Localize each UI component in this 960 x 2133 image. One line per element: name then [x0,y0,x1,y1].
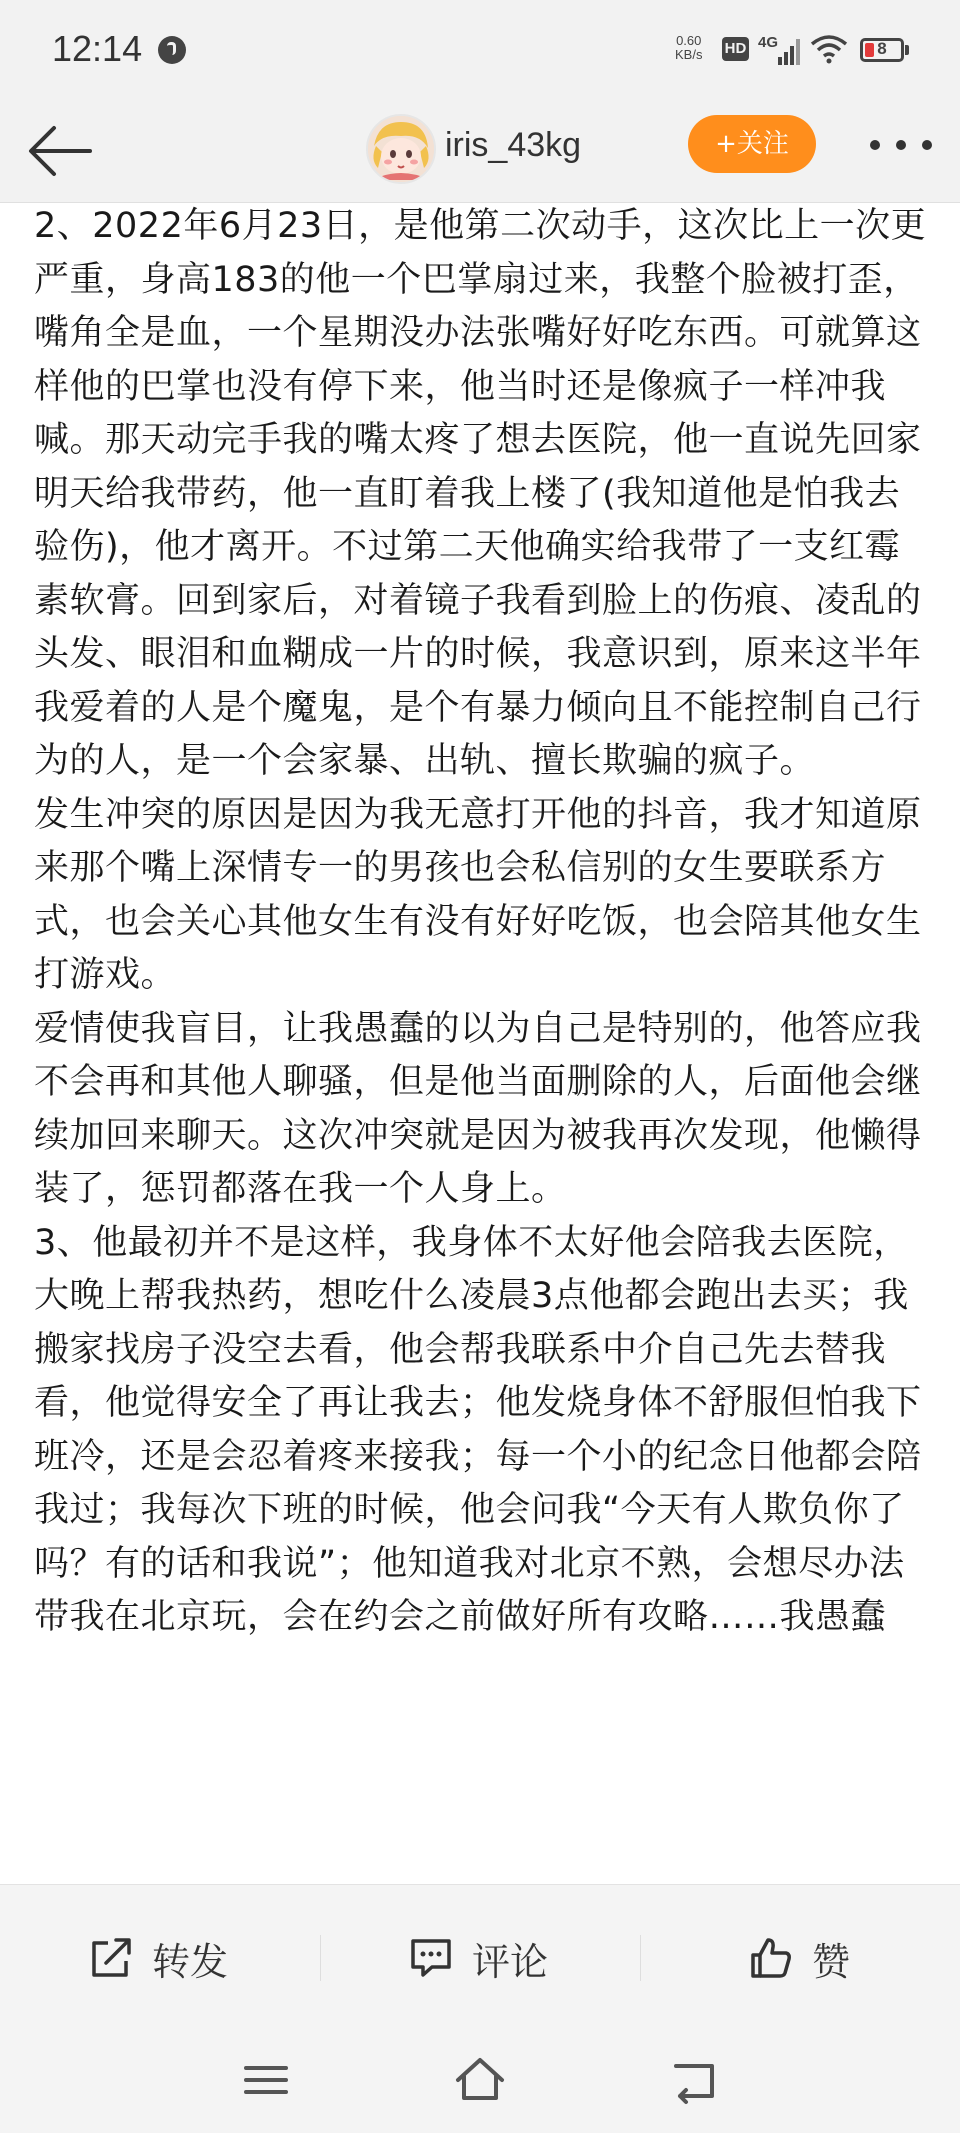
post-paragraph-4: 3、他最初并不是这样，我身体不太好他会陪我去医院，大晚上帮我热药，想吃什么凌晨3点他都会跑出去买；我搬家找房子没空去看，他会帮我联系中介自己先去替我看，他觉得安全了再让我去；他发烧身体不舒服但怕我下班冷，还是会忍着疼来接我；每一个小的纪念日他都会陪我过；我每次下班的时候，他会问我“今天有人欺负你了吗？有的话和我说”；他知道我对北京不熟，会想尽办法带我在北京玩，会在约会之前做好所有攻略……我愚蠢 [34,1222,922,1637]
avatar-image [368,116,434,182]
return-icon[interactable] [668,2052,724,2108]
network-speed-unit: KB/s [675,47,703,62]
like-button[interactable] [748,1885,850,2031]
back-arrow-icon[interactable] [24,122,94,180]
hd-icon: HD [722,37,749,61]
avatar[interactable] [366,114,436,184]
wifi-icon [810,34,848,64]
repost-button[interactable] [88,1885,228,2031]
more-icon[interactable] [870,140,940,154]
post-body [34,200,934,1884]
thumbs-up-icon [748,1935,794,1981]
status-bar [0,0,960,100]
follow-button[interactable]: +关注 [688,115,816,173]
battery-icon [860,38,904,62]
post-action-bar [0,1884,960,2031]
notification-icon [158,36,186,64]
top-nav-bar [0,100,960,203]
battery-level: 8 [877,39,887,58]
system-nav-bar [0,2030,960,2133]
menu-icon[interactable] [238,2052,294,2108]
battery-tip [905,45,909,55]
share-icon [88,1935,134,1981]
action-divider [640,1935,641,1981]
username[interactable]: iris_43kg [445,126,582,164]
like-label: 赞 [812,1939,851,1984]
network-speed-value: 0.60 [676,33,702,48]
home-icon[interactable] [452,2052,508,2108]
post-paragraph-2: 发生冲突的原因是因为我无意打开他的抖音，我才知道原来那个嘴上深情专一的男孩也会私信别的女生要联系方式，也会关心其他女生有没有好好吃饭，也会陪其他女生打游戏。 [34,794,922,995]
post-paragraph-3: 爱情使我盲目，让我愚蠢的以为自己是特别的，他答应我不会再和其他人聊骚，但是他当面删除的人，后面他会继续加回来聊天。这次冲突就是因为被我再次发现，他懒得装了，惩罚都落在我一个人身上。 [34,1008,922,1209]
repost-label: 转发 [152,1939,229,1984]
network-speed [675,34,702,62]
clock: 12:14 [52,28,143,69]
action-divider [320,1935,321,1981]
signal-label: 4G [758,34,779,51]
comment-button[interactable] [408,1885,548,2031]
post-paragraph-1: 2、2022年6月23日，是他第二次动手，这次比上一次更严重，身高183的他一个巴掌扇过来，我整个脸被打歪，嘴角全是血，一个星期没办法张嘴好好吃东西。可就算这样他的巴掌也没有停下来，他当时还是像疯子一样冲我喊。那天动完手我的嘴太疼了想去医院，他一直说先回家明天给我带药，他一直盯着我上楼了(我知道他是怕我去验伤)，他才离开。不过第二天他确实给我带了一支红霉素软膏。回到家后，对着镜子我看到脸上的伤痕、凌乱的头发、眼泪和血糊成一片的时候，我意识到，原来这半年我爱着的人是个魔鬼，是个有暴力倾向且不能控制自己行为的人，是一个会家暴、出轨、擅长欺骗的疯子。 [34,206,927,781]
comment-label: 评论 [472,1939,549,1984]
comment-icon [408,1935,454,1981]
cellular-signal-icon [758,33,802,67]
